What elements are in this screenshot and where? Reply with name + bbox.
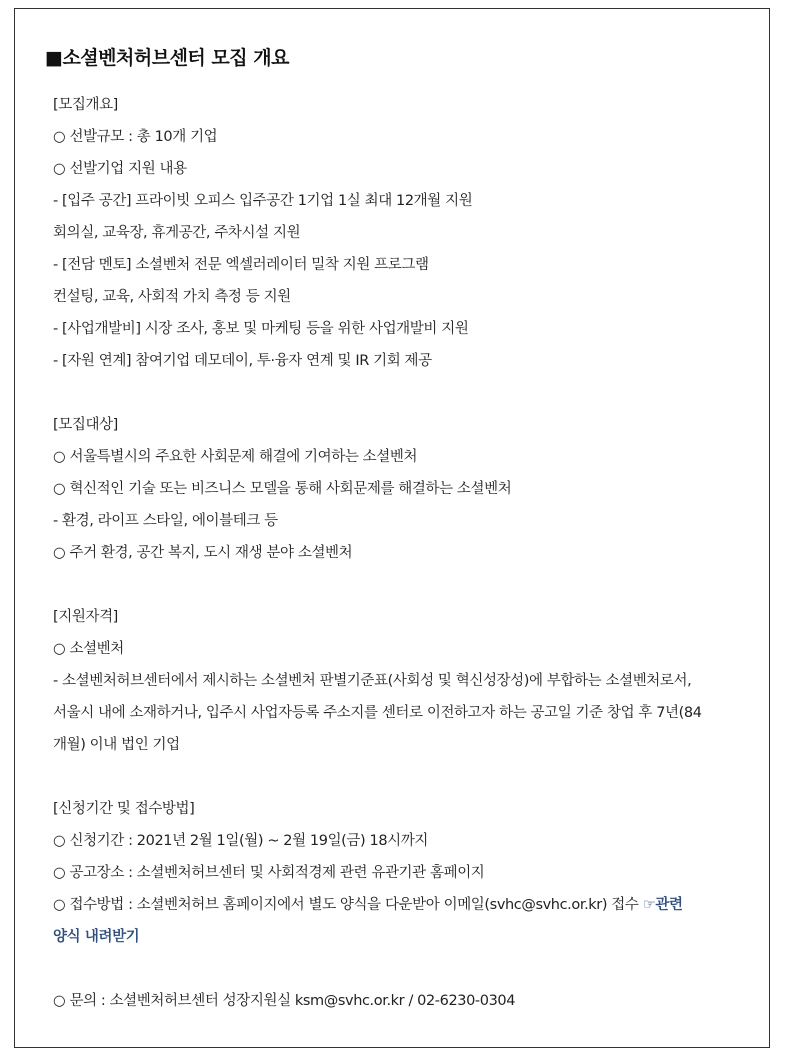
overview-line-7: - [사업개발비] 시장 조사, 홍보 및 마케팅 등을 위한 사업개발비 지원: [53, 321, 469, 337]
application-line-2: ○ 공고장소 : 소셜벤처허브센터 및 사회적경제 관련 유관기관 홈페이지: [53, 865, 485, 881]
overview-line-1: ○ 선발규모 : 총 10개 기업: [53, 129, 218, 145]
section-spacer: [53, 761, 753, 793]
qualification-line-4: 개월) 이내 법인 기업: [53, 737, 180, 753]
overview-line-3: - [입주 공간] 프라이빗 오피스 입주공간 1기업 1실 최대 12개월 지원: [53, 193, 473, 209]
section-spacer: [53, 569, 753, 601]
application-line-1: ○ 신청기간 : 2021년 2월 1일(월) ~ 2월 19일(금) 18시까지: [53, 833, 428, 849]
form-download-link-continued[interactable]: 양식 내려받기: [53, 929, 140, 945]
qualification-line-1: ○ 소셜벤처: [53, 641, 124, 657]
notice-frame: [14, 8, 770, 1048]
application-line-3: [53, 889, 753, 921]
page-title: ■소셜벤처허브센터 모집 개요: [45, 47, 289, 69]
target-line-1: ○ 서울특별시의 주요한 사회문제 해결에 기여하는 소셜벤처: [53, 449, 418, 465]
target-line-2: ○ 혁신적인 기술 또는 비즈니스 모델을 통해 사회문제를 해결하는 소셜벤처: [53, 481, 512, 497]
application-heading: [신청기간 및 접수방법]: [53, 801, 195, 817]
qualification-line-2: - 소셜벤처허브센터에서 제시하는 소셜벤처 판별기준표(사회성 및 혁신성장성)에 부합하는 소셜벤처로서,: [53, 673, 692, 689]
overview-line-8: - [자원 연계] 참여기업 데모데이, 투·융자 연계 및 IR 기회 제공: [53, 353, 432, 369]
overview-line-2: ○ 선발기업 지원 내용: [53, 161, 187, 177]
qualification-heading: [지원자격]: [53, 609, 118, 625]
target-line-3: - 환경, 라이프 스타일, 에이블테크 등: [53, 513, 278, 529]
form-download-link[interactable]: ☞관련: [642, 897, 683, 913]
overview-heading: [모집개요]: [53, 97, 118, 113]
application-method-text: ○ 접수방법 : 소셜벤처허브 홈페이지에서 별도 양식을 다운받아 이메일(svhc@svhc.or.kr) 접수: [53, 897, 643, 913]
application-line-4: [53, 921, 753, 953]
section-spacer: [53, 377, 753, 409]
overview-line-5: - [전담 멘토] 소셜벤처 전문 엑셀러레이터 밀착 지원 프로그램: [53, 257, 429, 273]
overview-line-4: 회의실, 교육장, 휴게공간, 주차시설 지원: [53, 225, 301, 241]
overview-line-6: 컨설팅, 교육, 사회적 가치 측정 등 지원: [53, 289, 291, 305]
contact-line: ○ 문의 : 소셜벤처허브센터 성장지원실 ksm@svhc.or.kr / 02-6230-0304: [53, 993, 516, 1009]
target-heading: [모집대상]: [53, 417, 118, 433]
qualification-line-3: 서울시 내에 소재하거나, 입주시 사업자등록 주소지를 센터로 이전하고자 하는 공고일 기준 창업 후 7년(84: [53, 705, 702, 721]
notice-content: [53, 89, 753, 1017]
target-line-4: ○ 주거 환경, 공간 복지, 도시 재생 분야 소셜벤처: [53, 545, 353, 561]
section-spacer: [53, 953, 753, 985]
